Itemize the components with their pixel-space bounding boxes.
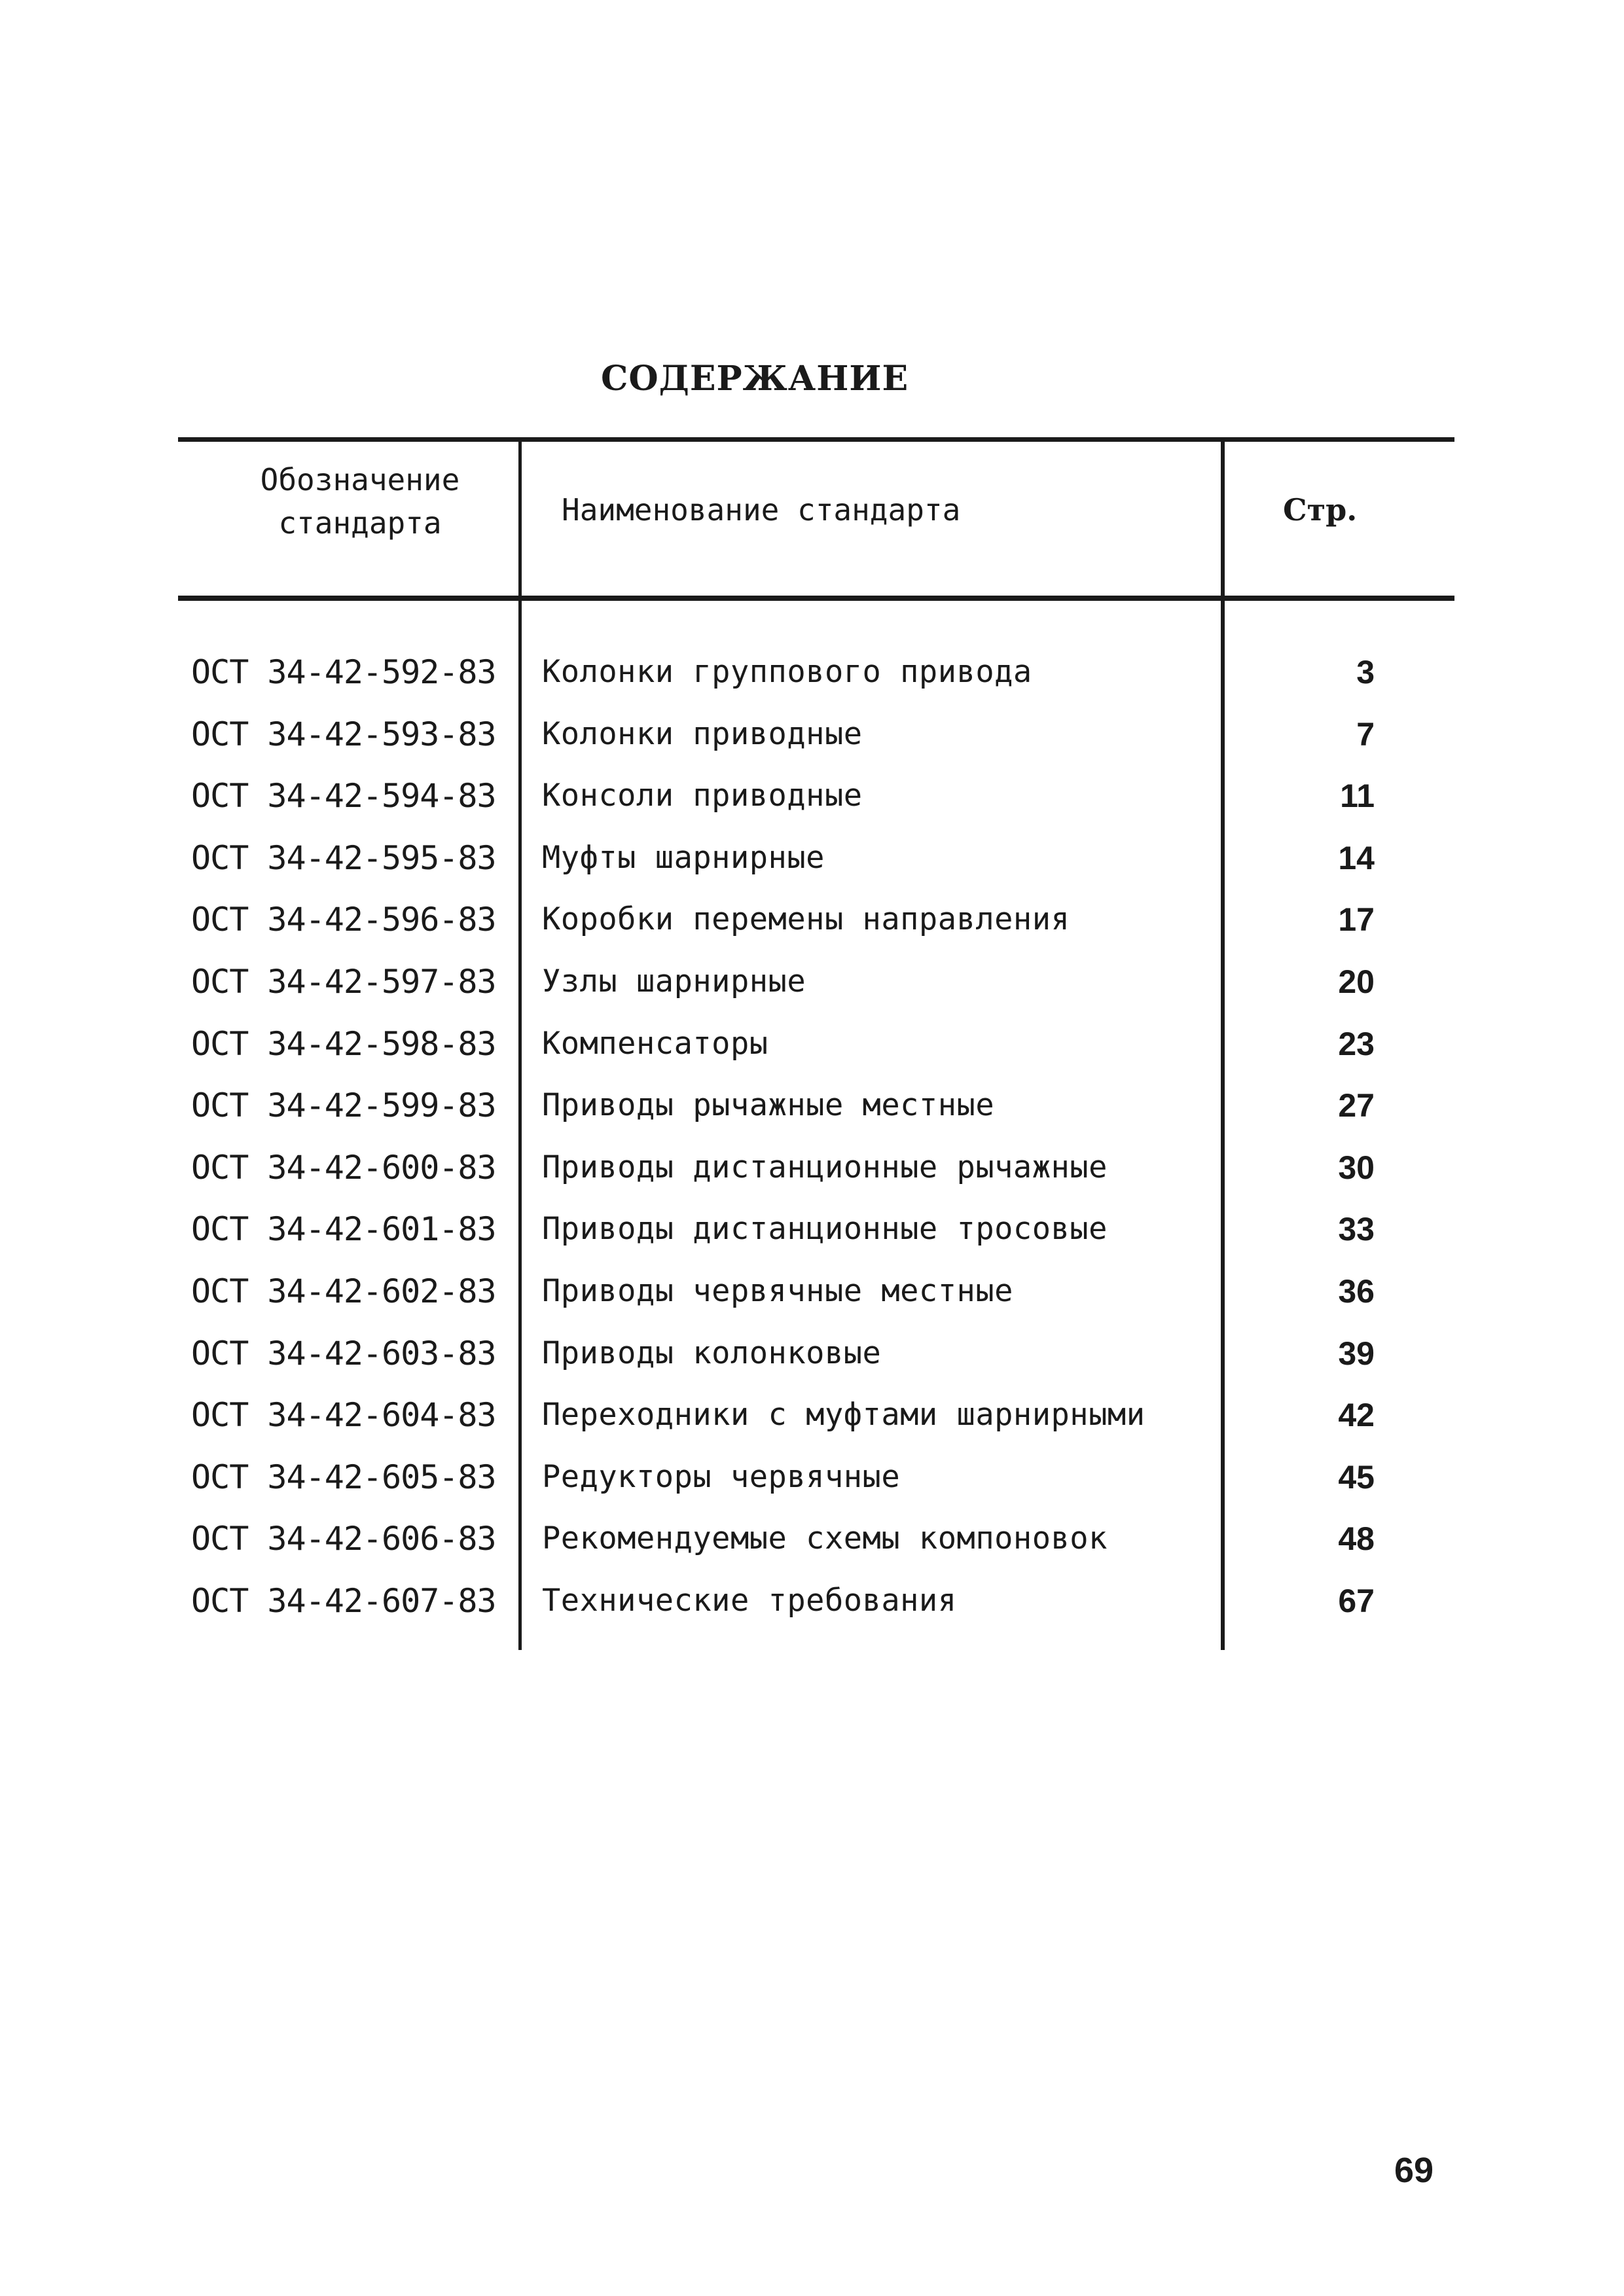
table-row bbox=[0, 1198, 1624, 1261]
standard-code: ОСТ 34-42-598-83 bbox=[191, 1024, 496, 1063]
standard-name: Коробки перемены направления bbox=[542, 901, 1070, 938]
standard-page: 20 bbox=[1338, 963, 1375, 1000]
standard-code: ОСТ 34-42-604-83 bbox=[191, 1396, 496, 1435]
standard-code: ОСТ 34-42-603-83 bbox=[191, 1334, 496, 1372]
header-name: Наименование стандарта bbox=[562, 492, 961, 528]
standard-page: 14 bbox=[1338, 839, 1375, 876]
page-title: СОДЕРЖАНИЕ bbox=[601, 359, 909, 399]
standard-page: 3 bbox=[1356, 654, 1375, 691]
standard-code: ОСТ 34-42-596-83 bbox=[191, 901, 496, 939]
standard-name: Переходники с муфтами шарнирными bbox=[542, 1397, 1146, 1433]
standard-name: Редукторы червячные bbox=[542, 1458, 901, 1495]
header-page: Стр. bbox=[1283, 492, 1358, 528]
standard-code: ОСТ 34-42-607-83 bbox=[191, 1581, 496, 1620]
table-row bbox=[0, 1446, 1624, 1509]
standard-page: 45 bbox=[1338, 1458, 1375, 1496]
table-row bbox=[0, 951, 1624, 1013]
standard-page: 27 bbox=[1338, 1087, 1375, 1124]
table-row bbox=[0, 1384, 1624, 1446]
standard-name: Колонки приводные bbox=[542, 715, 863, 752]
table-row bbox=[0, 1075, 1624, 1137]
standard-code: ОСТ 34-42-605-83 bbox=[191, 1458, 496, 1496]
standard-name: Консоли приводные bbox=[542, 778, 863, 814]
table-header-rule bbox=[178, 596, 1454, 601]
standard-page: 48 bbox=[1338, 1520, 1375, 1558]
standard-code: ОСТ 34-42-593-83 bbox=[191, 715, 496, 753]
table-body bbox=[0, 641, 1624, 1632]
standard-code: ОСТ 34-42-600-83 bbox=[191, 1148, 496, 1187]
table-row bbox=[0, 1323, 1624, 1385]
standard-page: 11 bbox=[1340, 778, 1375, 815]
standard-code: ОСТ 34-42-592-83 bbox=[191, 653, 496, 691]
standard-name: Приводы колонковые bbox=[542, 1335, 882, 1371]
standard-code: ОСТ 34-42-599-83 bbox=[191, 1086, 496, 1125]
standard-name: Колонки группового привода bbox=[542, 654, 1032, 690]
standard-code: ОСТ 34-42-595-83 bbox=[191, 838, 496, 877]
standard-code: ОСТ 34-42-601-83 bbox=[191, 1210, 496, 1249]
standard-page: 7 bbox=[1356, 715, 1375, 753]
standard-name: Компенсаторы bbox=[542, 1025, 768, 1062]
standard-name: Рекомендуемые схемы компоновок bbox=[542, 1520, 1108, 1557]
header-designation: Обозначение стандарта bbox=[260, 462, 460, 541]
standard-name: Приводы рычажные местные bbox=[542, 1087, 995, 1124]
table-row bbox=[0, 1013, 1624, 1075]
standard-page: 17 bbox=[1338, 901, 1375, 939]
standard-page: 67 bbox=[1338, 1582, 1375, 1619]
table-row bbox=[0, 1261, 1624, 1323]
standard-name: Приводы червячные местные bbox=[542, 1272, 1013, 1309]
standard-page: 42 bbox=[1338, 1397, 1375, 1434]
standard-name: Муфты шарнирные bbox=[542, 839, 825, 876]
standard-page: 30 bbox=[1338, 1149, 1375, 1186]
standard-code: ОСТ 34-42-594-83 bbox=[191, 777, 496, 816]
table-row bbox=[0, 641, 1624, 704]
table-row bbox=[0, 704, 1624, 766]
standard-code: ОСТ 34-42-597-83 bbox=[191, 962, 496, 1001]
standard-name: Узлы шарнирные bbox=[542, 963, 806, 999]
standard-name: Приводы дистанционные тросовые bbox=[542, 1211, 1108, 1247]
standard-name: Технические требования bbox=[542, 1582, 957, 1619]
standard-name: Приводы дистанционные рычажные bbox=[542, 1149, 1108, 1185]
page-number: 69 bbox=[1394, 2151, 1434, 2190]
standard-page: 39 bbox=[1338, 1335, 1375, 1372]
standard-code: ОСТ 34-42-606-83 bbox=[191, 1520, 496, 1558]
table-top-rule bbox=[178, 437, 1454, 442]
standard-page: 23 bbox=[1338, 1025, 1375, 1062]
table-row bbox=[0, 1570, 1624, 1632]
table-row bbox=[0, 1508, 1624, 1570]
standard-page: 36 bbox=[1338, 1272, 1375, 1310]
table-row bbox=[0, 889, 1624, 951]
standard-page: 33 bbox=[1338, 1211, 1375, 1248]
table-row bbox=[0, 1137, 1624, 1199]
table-row bbox=[0, 827, 1624, 889]
table-row bbox=[0, 765, 1624, 827]
standard-code: ОСТ 34-42-602-83 bbox=[191, 1272, 496, 1310]
